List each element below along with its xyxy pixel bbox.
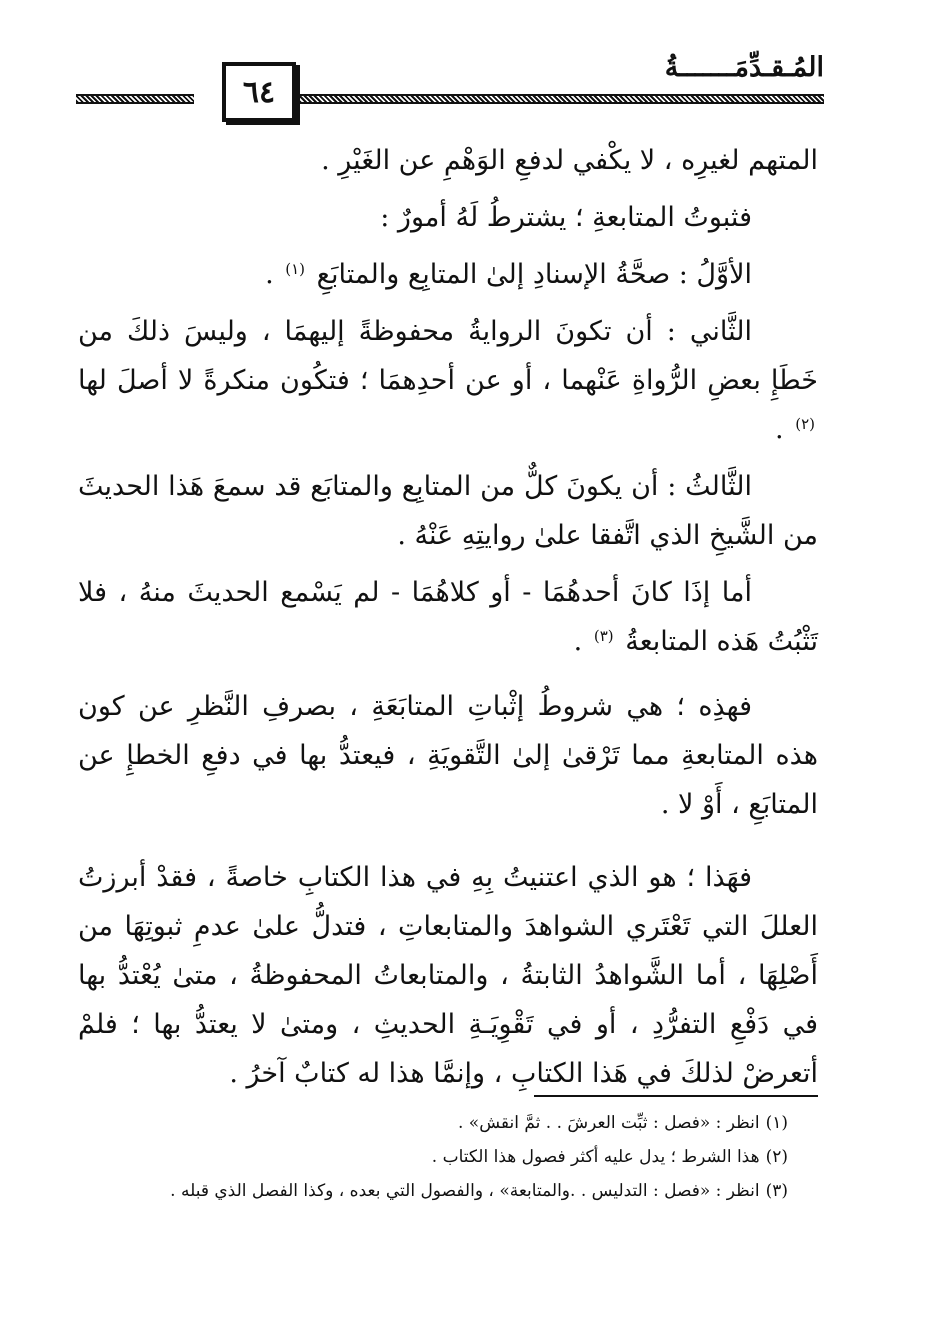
running-title: المُـقـدِّمَـــــــةُ <box>664 52 824 83</box>
footnote-ref-1: (١) <box>285 260 306 278</box>
paragraph-1: المتهم لغيرِه ، لا يكْفي لدفعِ الوَهْمِ عن الغَيْرِ . <box>321 145 818 176</box>
header-rule-left <box>76 94 194 104</box>
footnote-2-text: هذا الشرط ؛ يدل عليه أكثر فصول هذا الكتاب . <box>431 1147 760 1167</box>
paragraph-3-text: الأوَّلُ : صحَّةُ الإسنادِ إلىٰ المتابِع والمتابَعِ <box>316 259 752 290</box>
paragraph-4 <box>78 307 818 454</box>
paragraph-4-text: الثَّاني : أن تكونَ الروايةُ محفوظةً إليهمَا ، وليسَ ذلكَ من خَطَإِ بعضِ الرُّواةِ عَنْهما ، أو عن أحدِهمَا ؛ فتكُون منكرةً لا أصلَ لها <box>78 316 818 396</box>
footnote-3-text: انظر : «فصل : التدليس . .والمتابعة» ، والفصول التي بعده ، وكذا الفصل الذي قبله . <box>170 1181 760 1201</box>
paragraph-3 <box>78 250 818 299</box>
footnote-1-text: انظر : «فصل : ثبِّت العرشَ . . ثمَّ انقش» . <box>457 1113 760 1133</box>
paragraph-3-end: . <box>265 259 274 290</box>
paragraph-4-end: . <box>775 414 784 445</box>
footnote-2 <box>80 1140 788 1174</box>
paragraph-5: الثَّالثُ : أن يكونَ كلٌّ من المتابِع والمتابَع قد سمعَ هَذا الحديثَ من الشَّيخِ الذي اتَّفقا علىٰ روايتِهِ عَنْهُ . <box>78 471 818 551</box>
paragraph-6 <box>78 568 818 666</box>
footnote-3-number: (٣) <box>765 1181 788 1201</box>
footnote-1-number: (١) <box>765 1113 788 1133</box>
header-rule-right <box>294 94 824 104</box>
footnote-separator <box>534 1095 818 1097</box>
paragraph-6-text: أما إذَا كانَ أحدهُمَا - أو كلاهُمَا - لم يَسْمع الحديثَ منهُ ، فلا تَثْبُتُ هَذه المتابعةُ <box>78 577 818 657</box>
paragraph-6-end: . <box>573 626 583 657</box>
page-number-box <box>222 62 296 122</box>
paragraph-7: فهذِه ؛ هي شروطُ إثْباتِ المتابَعَةِ ، بصرفِ النَّظرِ عن كون هذه المتابعةِ مما تَرْقىٰ إلىٰ التَّقويَةِ ، فيعتدُّ بها في دفعِ الخطإِ عن المتابَعِ ، أَوْ لا . <box>78 691 818 820</box>
paragraph-8: فهَذا ؛ هو الذي اعتنيتُ بِهِ في هذا الكتابِ خاصةً ، فقدْ أبرزتُ العللَ التي تَعْتَري الشواهدَ والمتابعاتِ ، فتدلُّ علىٰ عدمِ ثبوتِهَا من أَصْلِهَا ، أما الشَّواهدُ الثابتةُ ، والمتابعاتُ المحفوظةُ ، متىٰ يُعْتدُّ بها في دَفْعِ التفرُّدِ ، أو في تَقْوِيَـةِ الحديثِ ، ومتىٰ لا يعتدُّ بها ؛ فلمْ أتعرضْ لذلكَ في هَذا الكتابِ ، وإنمَّا هذا له كتابٌ آخرُ . <box>78 862 818 1089</box>
page-number: ٦٤ <box>242 74 276 110</box>
footnote-3 <box>80 1174 788 1208</box>
footnote-1 <box>80 1106 788 1140</box>
footnote-2-number: (٢) <box>765 1147 788 1167</box>
footnote-ref-2: (٢) <box>795 415 815 433</box>
footnotes <box>80 1106 788 1208</box>
page-header <box>76 40 824 126</box>
paragraph-2: فثبوتُ المتابعةِ ؛ يشترطُ لَهُ أمورٌ : <box>380 202 752 233</box>
footnote-ref-3: (٣) <box>593 627 614 645</box>
main-text <box>78 136 818 1098</box>
